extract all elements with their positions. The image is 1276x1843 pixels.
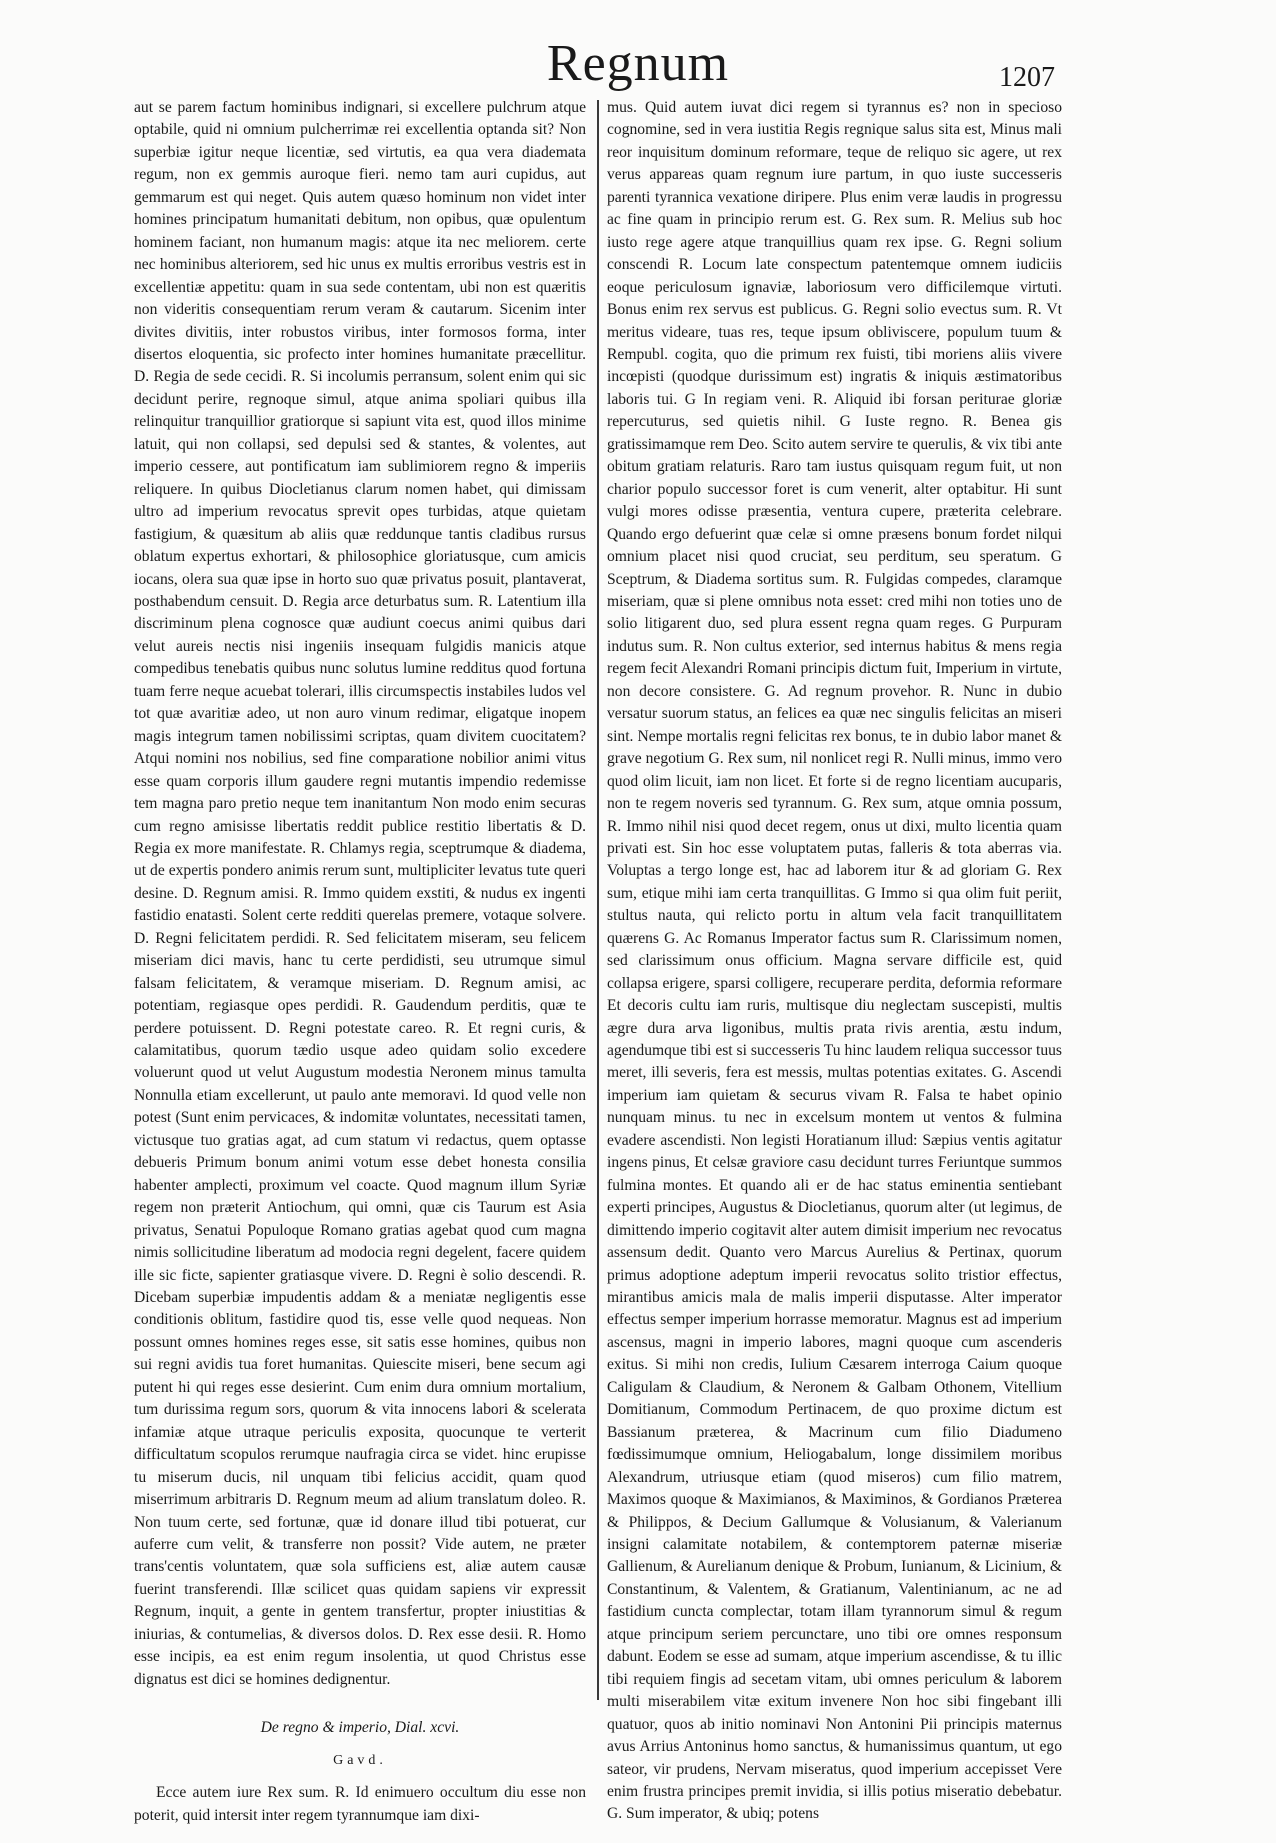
dialogue-speaker: Gavd.	[333, 1752, 387, 1768]
running-title: Regnum	[546, 35, 730, 92]
right-column	[607, 97, 1062, 1826]
dialogue-title: De regno & imperio, Dial. xcvi.	[260, 1719, 460, 1737]
column-divider	[597, 100, 599, 1700]
left-column-text: aut se parem factum hominibus indignari, si excellere pulchrum atque optabile, quid ni omnium pulcherrimæ rei excellentia optanda sit? Non superbiæ igitur neque licentiæ, sed virtutis, ea qua vera diademata regum, non ex gemmis auroque fieri. nemo tam auri cupidus, aut gemmarum est qui neget. Quis autem quæso hominum non videt inter homines principatum humanitati debitum, non opibus, quæ opulentum hominem faciant, non humanum magis: atque ita nec meliorem. certe nec hominibus alteriorem, sed hic unus ex multis erroribus vestris est in excellentiæ appetitu: quam in sua sede contentam, ubi non est quæritis non videritis consequentiam rerum veram & cautarum. Sicenim inter divites divitiis, inter robustos viribus, inter formosos forma, inter disertos eloquentia, sic profecto inter homines humanitate præcellitur. D. Regia de sede cecidi. R. Si incolumis perransum, solent enim qui sic decidunt perire, regnoque simul, atque anima spoliari quibus illa relinquitur tranquillior gratiorque si sapiunt vita est, quod illos minime latuit, qui non collapsi, sed depulsi sed & stantes, & volentes, aut imperio cessere, aut pontificatum iam sublimiorem regno & imperiis reliquere. In quibus Diocletianus clarum nomen habet, qui dimissam ultro ad imperium revocatus sprevit opes turbidas, atque quietam fastigium, & quæsitum ab aliis quæ reddunque tantis cladibus rursus oblatum expertus exhortari, & philosophice gloriatusque, cum amicis iocans, olera sua quæ ipse in horto suo quæ privatus posuit, plantaverat, posthabendum censuit. D. Regia arce deturbatus sum. R. Latentium illa discriminum plena cognosce quæ audiunt coecus animi quibus dari velut aureis nectis nisi ingeniis insequam fulgidis manicis atque compedibus tenebatis quibus nunc solutus lumine redditus quod fortuna tuam ferre neque acuebat tolerari, illis circumspectis instabiles ludos vel tot quæ avaritiæ adeo, ut non auro vinum redimar, eligatque inopem magis integrum tamen nobilissimi scriptas, quam divitem cuocitatem? Atqui nomini nos nobilius, sed fine comparatione nobilior animi vitus esse quam corporis illum gaudere regni mutantis impendio redemisse tem magna paro pretio neque tem inanitantum Non modo enim securas cum regno amisisse libertatis reddit publice restitio libertatis & D. Regia ex more manifestate. R. Chlamys regia, sceptrumque & diadema, ut de expertis pondero animis rerum sunt, multipliciter levatus tute queri desine. D. Regnum amisi. R. Immo quidem exstiti, & nudus ex ingenti fastidio enatasti. Solent certe redditi querelas premere, votaque solvere. D. Regni felicitatem perdidi. R. Sed felicitatem miseram, seu felicem miseriam dici mavis, hanc tu certe perdidisti, seu utrumque simul falsam felicitatem, & veramque miseriam. D. Regnum amisi, ac potentiam, regiasque opes perdidi. R. Gaudendum perditis, quæ te perdere potuissent. D. Regni potestate careo. R. Et regni curis, & calamitatibus, quorum tædio usque adeo quidam solio excedere voluerunt quod ut velut Augustum modestia Neronem minus tamulta Nonnulla etiam excellerunt, ut paulo ante memoravi. Id quod velle non potest (Sunt enim pervicaces, & indomitæ voluntates, necessitati tamen, victusque tuo gratias agat, ad cum statum vi redactus, quem optasse debueris Primum bonum animi votum esse debet honesta consilia habenter amplecti, proximum vel coacte. Quod magnum illum Syriæ regem non præterit Antiochum, qui omni, quæ cis Taurum est Asia privatus, Senatui Populoque Romano gratias agebat quod cum magna nimis sollicitudine liberatum ad modocia regni degelent, facere quidem ille sic ficte, sapienter gratiasque vivere. D. Regni è solio descendi. R. Dicebam superbiæ impudentis addam & a meniatæ negligentis esse conditionis oblitum, fastidire quod tis, esse velle quod nequeas. Non possunt omnes homines reges esse, sit satis esse homines, quibus non sui regni avidis tua foret humanitas. Quiescite miseri, bene secum agi putent hi qui reges esse desierint. Cum enim dura omnium mortalium, tum durissima regum sors, quorum & vita innocens labori & scelerata infamiæ atque utraque periculis exposita, quocunque te verterit difficultatum scopulos rerumque naufragia circa se videt. hinc erupisse tu miserum ducis, nil unquam tibi felicius accidit, quam quod miserrimum arbitraris D. Regnum meum ad alium translatum doleo. R. Non tuum certe, sed fortunæ, quæ id donare illud tibi potuerat, cur auferre cum velit, & transferre non possit? Vide autem, ne præter trans'centis voluntatem, quæ sola sufficiens est, aliæ autem causæ fuerint transferendi. Illæ scilicet quas quidam sapiens vir expressit Regnum, inquit, a gente in gentem transfertur, propter iniustitias & iniurias, & contumelias, & diversos dolos. D. Rex esse desii. R. Homo esse incipis, ea est enim regum insolentia, ut quod Christus esse dignatus est dici se homines dedignentur.	[134, 99, 586, 1688]
page-number: 1207	[999, 62, 1055, 93]
left-column	[134, 97, 586, 1827]
dialogue-opening: Ecce autem iure Rex sum. R. Id enimuero occultum diu esse non poterit, quid intersit inter regem tyrannumque iam dixi-	[134, 1784, 586, 1824]
right-column-text: mus. Quid autem iuvat dici regem si tyrannus es? non in specioso cognomine, sed in vera iustitia Regis regnique salus sita est, Minus mali reor inquisitum dominum reformare, teque de reliquo sic agere, ut rex verus appareas quam regnum iure partum, in quo iuste successeris parenti tyrannica vexatione diripere. Plus enim veræ laudis in progressu ac fine quam in principio rerum est. G. Rex sum. R. Melius sub hoc iusto rege agere atque tranquillius quam rex ipse. G. Regni solium conscendi R. Locum late conspectum patentemque omnem iudiciis eoque periculosum ignaviæ, laboriosum vero difficilemque virtuti. Bonus enim rex servus est publicus. G. Regni solio evectus sum. R. Vt meritus videare, tuas res, teque ipsum obliviscere, populum tuum & Rempubl. cogita, quo die primum rex fuisti, tibi moriens aliis vivere incœpisti (quodque durissimum est) ingratis & iniquis æstimatoribus laboris tui. G In regiam veni. R. Aliquid ibi forsan periturae gloriæ repercuturus, sed quietis nihil. G Iuste regno. R. Benea gis gratissimamque rem Deo. Scito autem servire te querulis, & vix tibi ante obitum gratiam relaturis. Raro tam iustus quisquam regum fuit, ut non charior populo successor foret is cum venerit, alter optabitur. Hi sunt vulgi mores odisse præsentia, ventura cupere, præterita celebrare. Quando ergo defuerint quæ celæ si omne præsens bonum fordet nilqui omnium placet nisi quod cruciat, seu perditum, seu speratum. G Sceptrum, & Diadema sortitus sum. R. Fulgidas compedes, claramque miseriam, quæ si plene omnibus nota esset: cred mihi non toties uno de solio litigarent duo, sed plura essent regna quam reges. G Purpuram indutus sum. R. Non cultus exterior, sed internus habitus & mens regia regem fecit Alexandri Romani principis dictum fuit, Imperium in virtute, non decore consistere. G. Ad regnum provehor. R. Nunc in dubio versatur suorum status, an felices ea quæ nec singulis felicitas an miseri sint. Nempe mortalis regni felicitas rex bonus, te in dubio labor manet & grave negotium G. Rex sum, nil nonlicet regi R. Nulli minus, immo vero quod olim licuit, iam non licet. Et forte si de regno licentiam aucuparis, non te regem noveris sed tyrannum. G. Rex sum, atque omnia possum, R. Immo nihil nisi quod decet regem, onus ut dixi, multo licentia quam privati est. Sin hoc esse voluptatem putas, falleris & tota aberras via. Voluptas a tergo longe est, hac ad laborem itur & ad gloriam G. Rex sum, etique mihi iam certa tranquillitas. G Immo si qua olim fuit periit, stultus nauta, qui relicto portu in altum vela facit tranquillitatem quærens G. Ac Romanus Imperator factus sum R. Clarissimum nomen, sed clarissimum onus officium. Magna servare difficile est, quid collapsa erigere, sparsi colligere, recuperare perdita, deformia reformare Et decoris cultu iam ruris, multisque diu neglectam suscepisti, multis ægre dura arva ligonibus, multis prata rivis arentia, æstu indum, agendumque tibi est si successeris Tu hinc laudem reliqua successor tuus meret, illi severis, fera est messis, multas potentias exitates. G. Ascendi imperium iam quietam & securus vivam R. Falsa te habet opinio nunquam minus. tu nec in excelsum montem ut ventos & fulmina evadere ascendisti. Non legisti Horatianum illud: Sæpius ventis agitatur ingens pinus, Et celsæ graviore casu decidunt turres Feriuntque summos fulmina montes. Et quando ali er de hac status eminentia sentiebant experti principes, Augustus & Diocletianus, quorum alter (ut legimus, de dimittendo imperio cogitavit alter autem dimisit imperium nec revocatus assensum dedit. Quanto vero Marcus Aurelius & Pertinax, quorum primus adoptione adeptum imperii revocatus solito tristior effectus, mirantibus amicis mala de malis imperii disputasse. Alter imperator effectus semper imperium horrasse memoratur. Magnus est ad imperium ascensus, magni in imperio labores, magni quoque cum ascenderis exitus. Si mihi non credis, Iulium Cæsarem interroga Caium quoque Caligulam & Claudium, & Neronem & Galbam Othonem, Vitellium Domitianum, Commodum Pertinacem, de quo proxime dictum est Bassianum præterea, & Macrinum cum filio Diadumeno fœdissimumque omnium, Heliogabalum, longe dissimilem moribus Alexandrum, utriusque etiam (quod miseros) cum filio matrem, Maximos quoque & Maximianos, & Maximinos, & Gordianos Præterea & Philippos, & Decium Gallumque & Volusianum, & Valerianum insigni calamitate notabilem, & contemptorem paternæ miseriæ Gallienum, & Aurelianum denique & Probum, Iunianum, & Licinium, & Constantinum, & Valentem, & Gratianum, Valentinianum, ac ne ad fastidium cuncta complectar, totam illam tyrannorum simul & regum atque principum seriem percunctare, uno tibi ore omnes responsum dabunt. Eodem se esse ad sumam, atque imperium ascendisse, & tu illic tibi requiem fingis ad secetam vitam, ubi omnes periculum & laborem multi miserabilem vitæ exitum invenere Non hoc sibi fingebant illi quatuor, quos ab initio nominavi Non Antonini Pii principis maternus avus Arrius Antoninus homo sanctus, & humanissimus quantum, ut ego sateor, vir prudens, Nervam miseratus, quod imperium accepisset Vere enim frustra principes premit invidia, si illis potius miseratio debebatur. G. Sum imperator, & ubiq; potens	[607, 99, 1062, 1823]
